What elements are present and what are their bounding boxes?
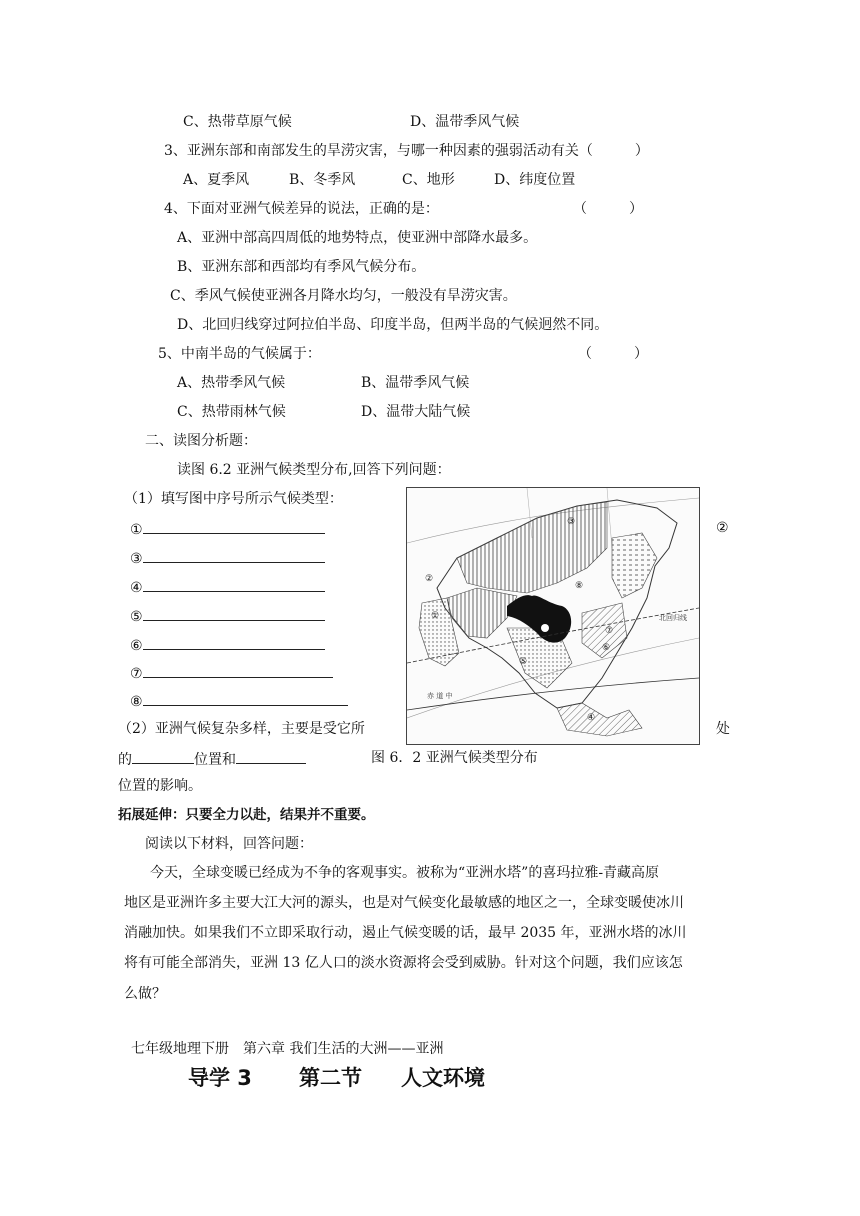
blank-position-1[interactable]: [132, 749, 194, 764]
map-caption: 图 6．2 亚洲气候类型分布: [371, 750, 538, 766]
q2-option-c: C、热带草原气候: [183, 114, 292, 130]
section2-q1: （1）填写图中序号所示气候类型：: [124, 491, 343, 507]
q3-option-a: A、夏季风: [183, 172, 250, 188]
q4-answer-paren: （ ）: [573, 201, 643, 217]
q5-option-a: A、热带季风气候: [177, 375, 286, 391]
map-label-4: ④: [587, 713, 596, 723]
blank-line-4[interactable]: [143, 577, 325, 592]
q3-option-d: D、纬度位置: [494, 172, 576, 188]
q5-option-c: C、热带雨林气候: [177, 404, 286, 420]
blank-4: ④: [130, 577, 325, 597]
blank-2-label: ②: [716, 520, 729, 536]
extension-para-line-1: 今天，全球变暖已经成为不争的客观事实。被称为“亚洲水塔”的喜玛拉雅-青藏高原: [150, 865, 660, 881]
section2-q2-line3: 位置的影响。: [118, 778, 202, 794]
blank-1: ①: [130, 519, 325, 539]
section-title-name: 人文环境: [401, 1066, 485, 1090]
section-title-guide: 导学 3: [188, 1066, 252, 1090]
map-label-8: ⑧: [575, 581, 584, 591]
map-label-3: ③: [567, 517, 576, 527]
blank-line-7[interactable]: [143, 663, 333, 678]
map-label-2: ②: [425, 574, 434, 584]
blank-6: ⑥: [130, 635, 325, 655]
q3-option-c: C、地形: [402, 172, 455, 188]
blank-5: ⑤: [130, 606, 325, 626]
blank-line-6[interactable]: [143, 635, 325, 650]
q4-option-a: A、亚洲中部高四周低的地势特点，使亚洲中部降水最多。: [177, 230, 538, 246]
section2-heading: 二、读图分析题：: [145, 433, 257, 449]
section2-q2-part1: （2）亚洲气候复杂多样，主要是受它所: [118, 721, 365, 737]
extension-para-line-2: 地区是亚洲许多主要大江大河的源头，也是对气候变化最敏感的地区之一，全球变暖使冰川: [124, 895, 684, 911]
blank-3: ③: [130, 548, 325, 568]
map-label-equator: 赤 道 中: [427, 692, 453, 700]
blank-7: ⑦: [130, 663, 333, 683]
q5-option-b: B、温带季风气候: [361, 375, 470, 391]
map-label-5: ⑤: [519, 657, 528, 667]
map-label-7: ⑦: [605, 626, 614, 636]
blank-line-3[interactable]: [143, 548, 325, 563]
section-title-number: 第二节: [299, 1066, 362, 1090]
blank-line-1[interactable]: [143, 519, 325, 534]
q5-option-d: D、温带大陆气候: [361, 404, 471, 420]
extension-heading: 拓展延伸：只要全力以赴，结果并不重要。: [118, 807, 375, 823]
blank-line-8[interactable]: [143, 691, 348, 706]
map-label-6: ⑥: [602, 643, 611, 653]
q4-option-b: B、亚洲东部和西部均有季风气候分布。: [177, 259, 426, 275]
zone-temperate-continental: [447, 588, 517, 638]
extension-para-line-5: 么做？: [124, 986, 166, 1002]
extension-para-line-4: 将有可能全部消失，亚洲 13 亿人口的淡水资源将会受到威胁。针对这个问题，我们应该怎: [124, 955, 683, 971]
map-label-tropic: 北回归线: [659, 614, 687, 622]
map-label-1: ①: [431, 611, 440, 621]
asia-climate-map: [406, 487, 700, 745]
section2-q2-end: 处: [716, 721, 730, 737]
q4-option-c: C、季风气候使亚洲各月降水均匀，一般没有旱涝灾害。: [170, 288, 517, 304]
zone-subarctic: [457, 502, 607, 593]
extension-prompt: 阅读以下材料，回答问题：: [145, 836, 313, 852]
q5-answer-paren: （ ）: [578, 346, 648, 362]
section2-intro: 读图 6.2 亚洲气候类型分布,回答下列问题：: [177, 462, 451, 478]
extension-para-line-3: 消融加快。如果我们不立即采取行动，遏止气候变暖的话，最早 2035 年，亚洲水塔的冰川: [124, 925, 687, 941]
q2-option-d: D、温带季风气候: [410, 114, 520, 130]
map-svg: [407, 488, 699, 744]
zone-rainforest: [557, 703, 642, 736]
blank-position-2[interactable]: [236, 749, 306, 764]
section2-q2-line2: 的 位置和: [118, 749, 306, 769]
q4-stem: 4、下面对亚洲气候差异的说法，正确的是：: [164, 201, 439, 217]
chapter-header: 七年级地理下册 第六章 我们生活的大洲——亚洲: [131, 1041, 444, 1057]
blank-8: ⑧: [130, 691, 348, 711]
q5-stem: 5、中南半岛的气候属于：: [158, 346, 321, 362]
blank-line-5[interactable]: [143, 606, 325, 621]
q4-option-d: D、北回归线穿过阿拉伯半岛、印度半岛，但两半岛的气候迥然不同。: [177, 317, 609, 333]
zone-temperate-monsoon: [612, 533, 657, 598]
q3-option-b: B、冬季风: [289, 172, 356, 188]
q3-stem: 3、亚洲东部和南部发生的旱涝灾害，与哪一种因素的强弱活动有关（ ）: [164, 143, 649, 159]
